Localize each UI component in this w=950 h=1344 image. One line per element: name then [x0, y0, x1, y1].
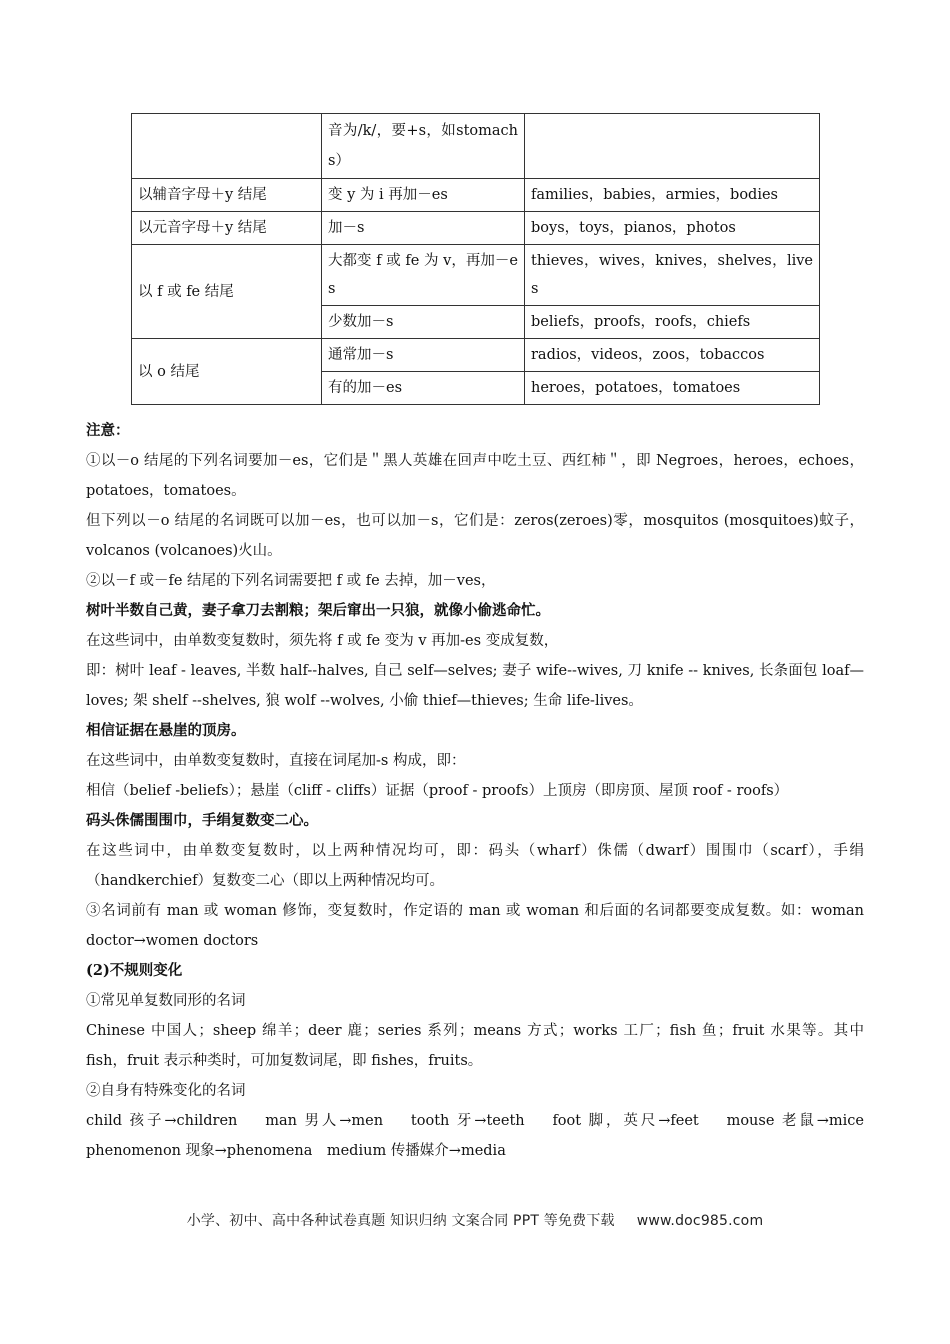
table-cell-method: 音为/k/，要+s，如stomachs） [322, 114, 525, 179]
section-heading: (2)不规则变化 [86, 962, 183, 979]
plural-rules-table [131, 113, 820, 405]
mnemonic-line: 码头侏儒围围巾，手绢复数变二心。 [86, 812, 318, 829]
table-cell-examples: families，babies，armies，bodies [525, 179, 820, 212]
table-row [132, 245, 820, 306]
table-cell-method: 通常加－s [322, 339, 525, 372]
table-cell-method: 少数加－s [322, 306, 525, 339]
note-paragraph: child 孩子→children man 男人→men tooth 牙→teeth foot 脚，英尺→feet mouse 老鼠→mice phenomenon 现象→phenomena medium 传播媒介→media [86, 1113, 864, 1159]
footer-text: 小学、初中、高中各种试卷真题 知识归纳 文案合同 PPT 等免费下载 [186, 1213, 615, 1229]
table-row [132, 212, 820, 245]
table-cell-method: 有的加－es [322, 372, 525, 405]
table-cell-examples: heroes，potatoes，tomatoes [525, 372, 820, 405]
table-row [132, 339, 820, 372]
note-paragraph: Chinese 中国人；sheep 绵羊；deer 鹿；series 系列；means 方式；works 工厂；fish 鱼；fruit 水果等。其中 fish，fruit 表示种类时，可加复数词尾，即 fishes，fruits。 [86, 1023, 864, 1069]
table-cell-examples [525, 114, 820, 179]
page-footer [0, 1210, 950, 1230]
table-cell-examples: thieves，wives，knives，shelves，lives [525, 245, 820, 306]
table-cell-examples: boys，toys，pianos，photos [525, 212, 820, 245]
table-cell-examples: radios，videos，zoos，tobaccos [525, 339, 820, 372]
note-paragraph: 相信（belief -beliefs）；悬崖（cliff - cliffs）证据（proof - proofs）上顶房（即房顶、屋顶 roof - roofs） [86, 783, 789, 799]
note-paragraph: ①以－o 结尾的下列名词要加－es，它们是＂黑人英雄在回声中吃土豆、西红柿＂，即 Negroes，heroes，echoes，potatoes，tomatoes。 [86, 453, 864, 499]
note-paragraph: 在这些词中，由单数变复数时，须先将 f 或 fe 变为 v 再加-es 变成复数， [86, 633, 559, 649]
table-cell-method: 大都变 f 或 fe 为 v，再加－es [322, 245, 525, 306]
notes-heading: 注意： [86, 422, 130, 439]
mnemonic-line: 相信证据在悬崖的顶房。 [86, 722, 246, 739]
note-paragraph: 但下列以－o 结尾的名词既可以加－es，也可以加－s，它们是：zeros(zeroes)零，mosquitos (mosquitoes)蚊子，volcanos (volcanoes)火山。 [86, 513, 864, 559]
table-cell-examples: beliefs，proofs，roofs，chiefs [525, 306, 820, 339]
mnemonic-line: 树叶半数自己黄，妻子拿刀去割粮；架后窜出一只狼，就像小偷逃命忙。 [86, 602, 550, 619]
table-cell-rule: 以辅音字母＋y 结尾 [132, 179, 322, 212]
note-paragraph: 在这些词中，由单数变复数时，直接在词尾加-s 构成，即： [86, 753, 466, 769]
note-paragraph: 在这些词中，由单数变复数时，以上两种情况均可，即：码头（wharf）侏儒（dwarf）围围巾（scarf），手绢（handkerchief）复数变二心（即以上两种情况均可。 [86, 843, 864, 889]
note-paragraph: ②自身有特殊变化的名词 [86, 1083, 246, 1099]
note-paragraph: ③名词前有 man 或 woman 修饰，变复数时，作定语的 man 或 woman 和后面的名词都要变成复数。如：woman doctor→women doctors [86, 903, 864, 949]
table-cell-method: 加－s [322, 212, 525, 245]
table-cell-rule: 以 f 或 fe 结尾 [132, 245, 322, 339]
table-cell-rule [132, 114, 322, 179]
table-row [132, 114, 820, 179]
note-paragraph: ②以－f 或－fe 结尾的下列名词需要把 f 或 fe 去掉，加－ves， [86, 573, 496, 589]
table-row [132, 179, 820, 212]
note-paragraph: 即：树叶 leaf - leaves, 半数 half--halves, 自己 self—selves; 妻子 wife--wives, 刀 knife -- knives, 长条面包 loaf—loves; 架 shelf --shelves, 狼 wolf --wolves, 小偷 thief—thieves; 生命 life-lives。 [86, 663, 864, 709]
note-paragraph: ①常见单复数同形的名词 [86, 993, 246, 1009]
notes-section [86, 416, 864, 1166]
table-cell-rule: 以元音字母＋y 结尾 [132, 212, 322, 245]
table-cell-method: 变 y 为 i 再加－es [322, 179, 525, 212]
table-cell-rule: 以 o 结尾 [132, 339, 322, 405]
footer-link[interactable]: www.doc985.com [636, 1213, 764, 1229]
